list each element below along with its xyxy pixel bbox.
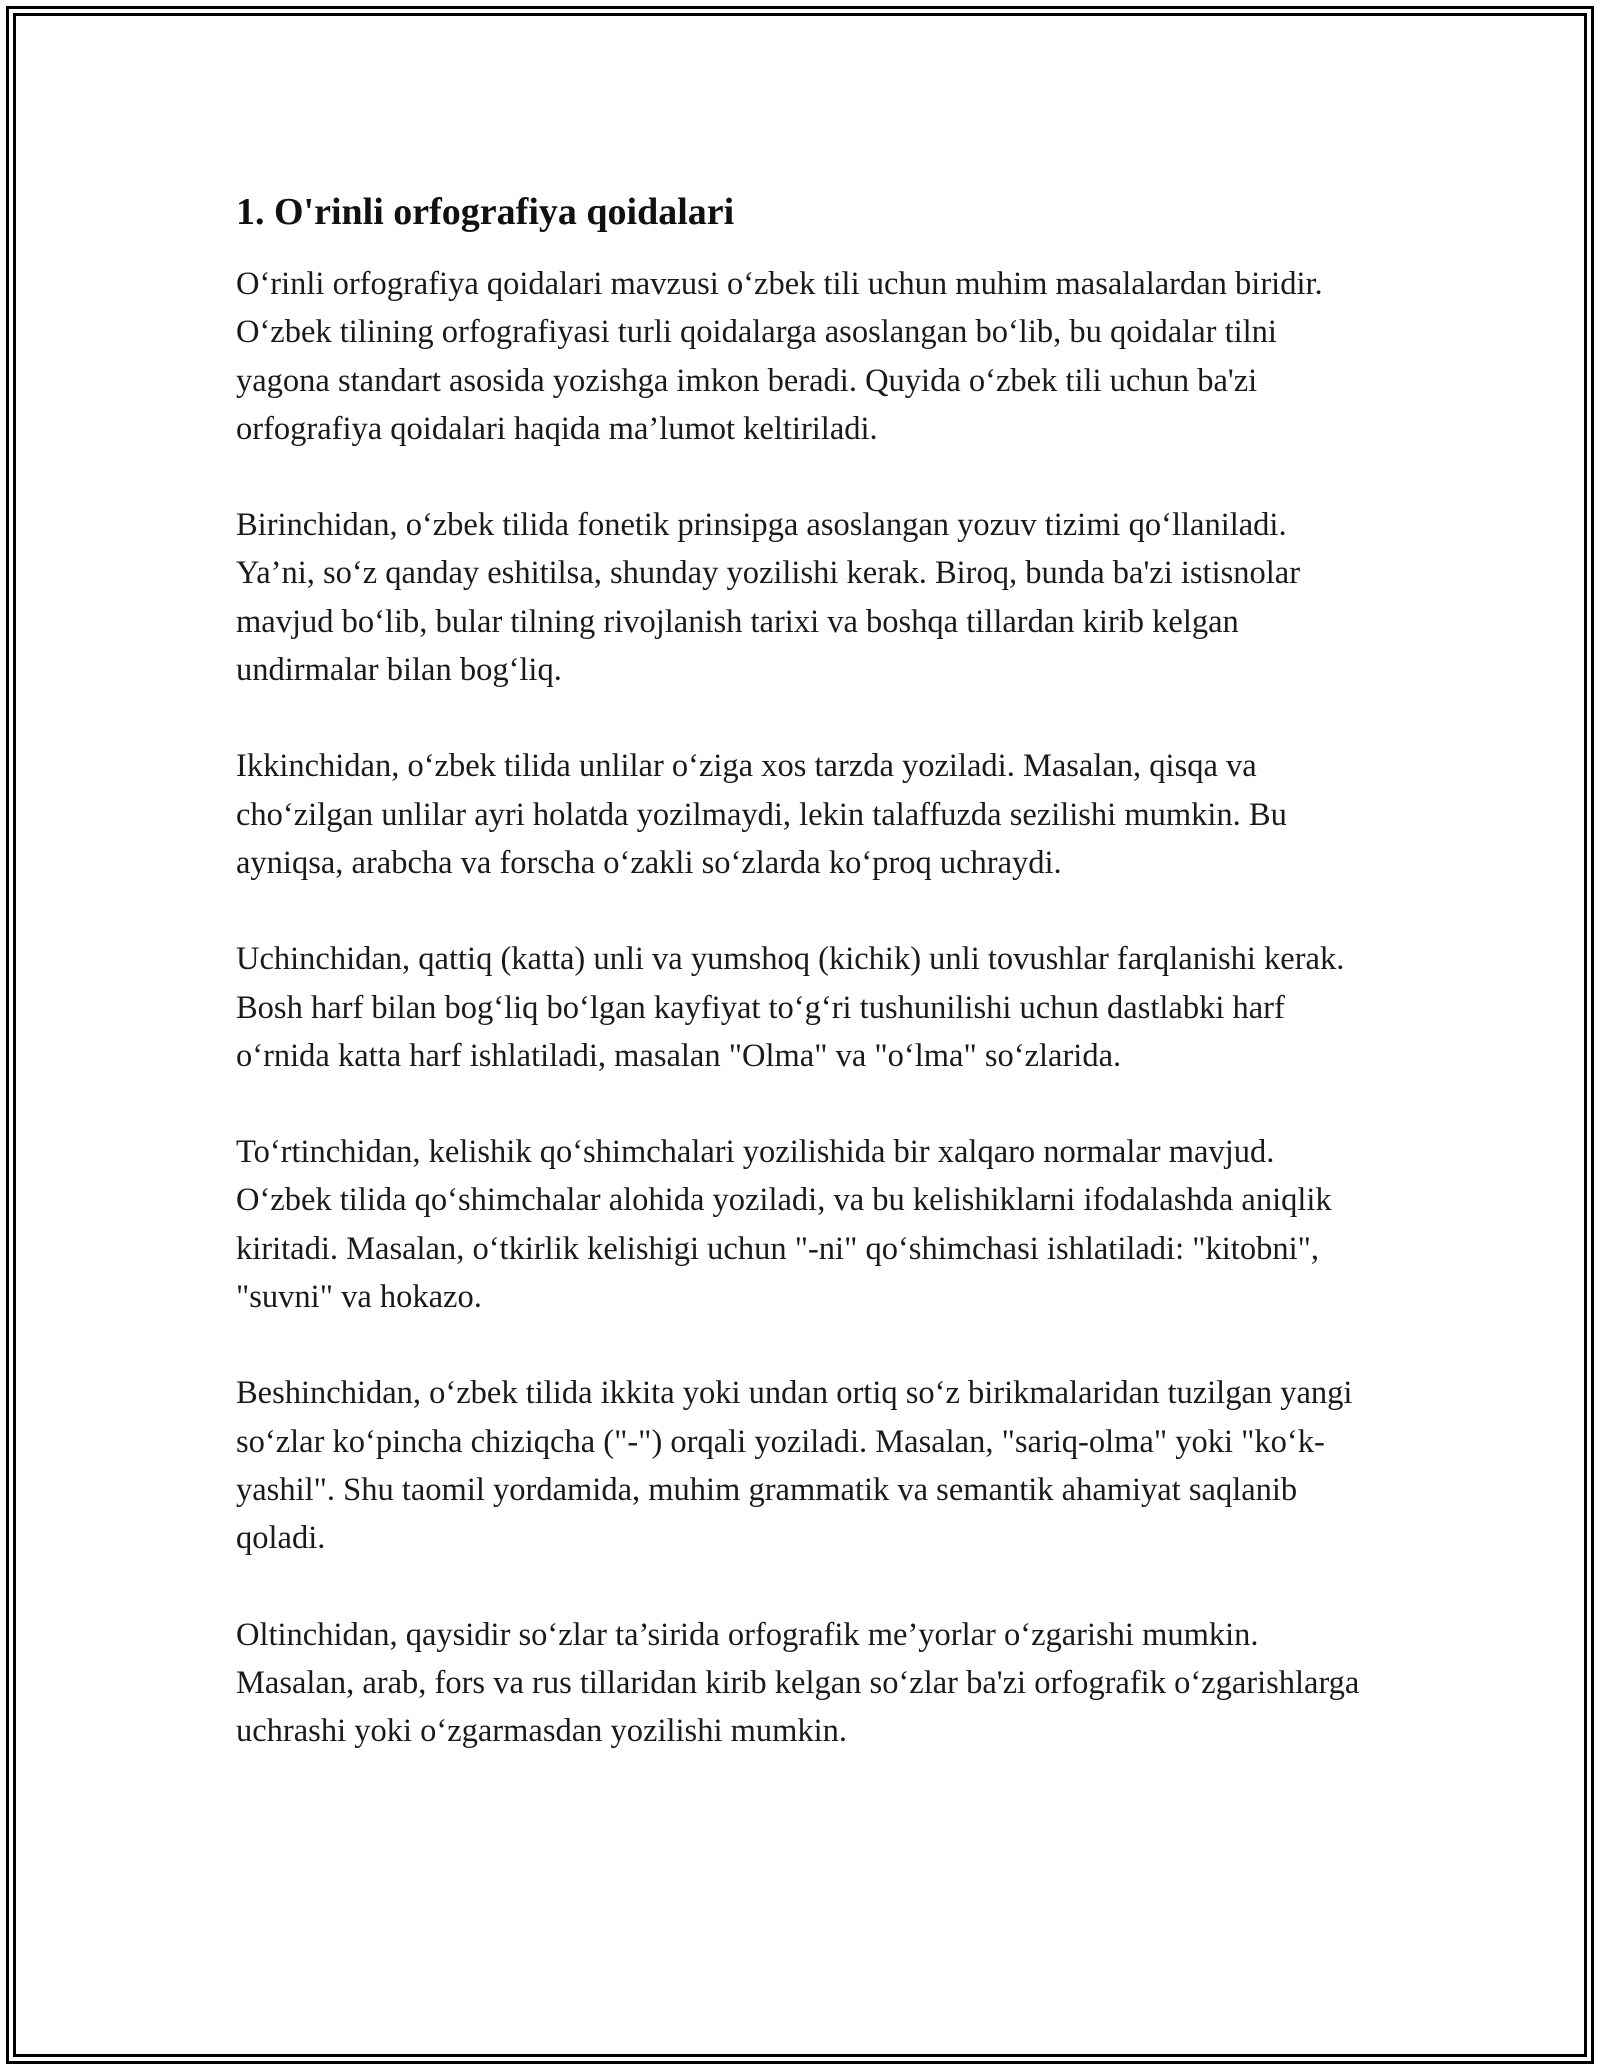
paragraph-fourth-rule: To‘rtinchidan, kelishik qo‘shimchalari yozilishida bir xalqaro normalar mavjud. O‘zbek tilida qo‘shimchalar alohida yoziladi, va bu kelishiklarni ifodalashda aniqlik kiritadi. Masalan, o‘tkirlik kelishigi uchun "-ni" qo‘shimchasi ishlatiladi: "kitobni", "suvni" va hokazo. bbox=[236, 1134, 1332, 1316]
document-content bbox=[236, 186, 1366, 1803]
paragraph-fifth-rule: Beshinchidan, o‘zbek tilida ikkita yoki undan ortiq so‘z birikmalaridan tuzilgan yangi so‘zlar ko‘pincha chiziqcha ("-") orqali yoziladi. Masalan, "sariq-olma" yoki "ko‘k-yashil". Shu taomil yordamida, muhim grammatik va semantik ahamiyat saqlanib qoladi. bbox=[236, 1375, 1353, 1557]
section-title: 1. O'rinli orfografiya qoidalari bbox=[236, 191, 735, 233]
paragraph-intro: O‘rinli orfografiya qoidalari mavzusi o‘zbek tili uchun muhim masalalardan biridir. O‘zbek tilining orfografiyasi turli qoidalarga asoslangan bo‘lib, bu qoidalar tilni yagona standart asosida yozishga imkon beradi. Quyida o‘zbek tili uchun ba'zi orfografiya qoidalari haqida ma’lumot keltiriladi. bbox=[236, 266, 1323, 447]
paragraph-second-rule: Ikkinchidan, o‘zbek tilida unlilar o‘ziga xos tarzda yoziladi. Masalan, qisqa va cho‘zilgan unlilar ayri holatda yozilmaydi, lekin talaffuzda sezilishi mumkin. Bu ayniqsa, arabcha va forscha o‘zakli so‘zlarda ko‘proq uchraydi. bbox=[236, 748, 1287, 881]
paragraph-sixth-rule: Oltinchidan, qaysidir so‘zlar ta’sirida orfografik me’yorlar o‘zgarishi mumkin. Masalan, arab, fors va rus tillaridan kirib kelgan so‘zlar ba'zi orfografik o‘zgarishlarga uchrashi yoki o‘zgarmasdan yozilishi mumkin. bbox=[236, 1616, 1360, 1750]
paragraph-first-rule: Birinchidan, o‘zbek tilida fonetik prinsipga asoslangan yozuv tizimi qo‘llaniladi. Ya’ni, so‘z qanday eshitilsa, shunday yozilishi kerak. Biroq, bunda ba'zi istisnolar mavjud bo‘lib, bular tilning rivojlanish tarixi va boshqa tillardan kirib kelgan undirmalar bilan bog‘liq. bbox=[236, 507, 1301, 689]
paragraph-third-rule: Uchinchidan, qattiq (katta) unli va yumshoq (kichik) unli tovushlar farqlanishi kerak. Bosh harf bilan bog‘liq bo‘lgan kayfiyat to‘g‘ri tushunilishi uchun dastlabki harf o‘rnida katta harf ishlatiladi, masalan "Olma" va "o‘lma" so‘zlarida. bbox=[236, 941, 1345, 1074]
